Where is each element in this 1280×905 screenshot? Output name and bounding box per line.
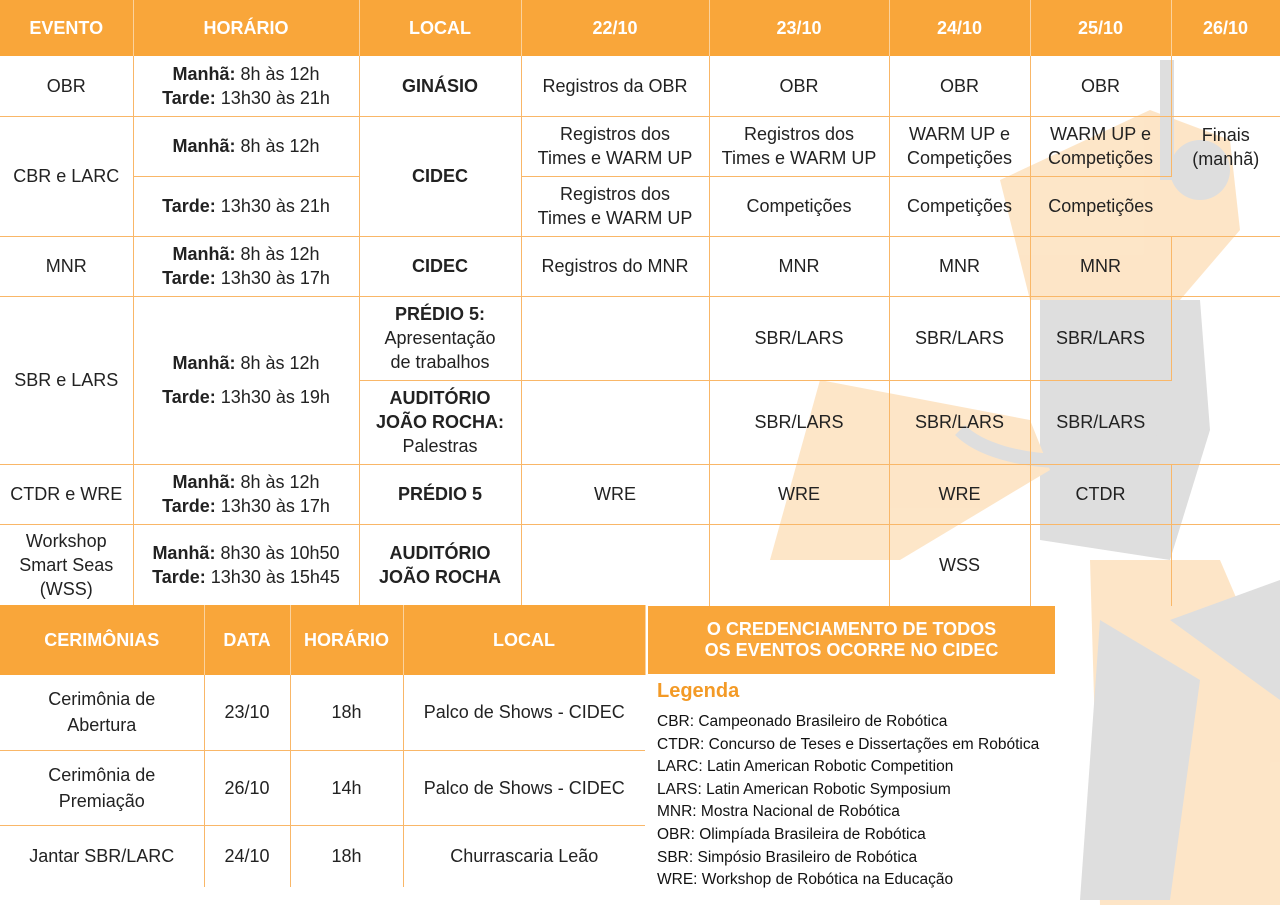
header-cerimonias: CERIMÔNIAS: [0, 605, 204, 675]
header-local: LOCAL: [359, 0, 521, 56]
cell-day-22: Registros dos Times e WARM UP: [521, 116, 709, 176]
cell-day-22: WRE: [521, 464, 709, 524]
header-day-22: 22/10: [521, 0, 709, 56]
ceremony-date: 23/10: [204, 675, 290, 750]
cell-day-26: Finais (manhã): [1171, 116, 1280, 236]
cell-day-23: SBR/LARS: [709, 380, 889, 464]
ceremony-time: 14h: [290, 750, 403, 825]
list-item: OBR: Olimpíada Brasileira de Robótica: [657, 825, 926, 843]
event-location: CIDEC: [359, 236, 521, 296]
ceremony-name: Jantar SBR/LARC: [0, 825, 204, 887]
table-row: [0, 825, 645, 887]
cell-day-25: CTDR: [1030, 464, 1171, 524]
event-schedule: Manhã: 8h às 12h Tarde: 13h30 às 19h: [133, 296, 359, 464]
ceremonies-header-row: [0, 605, 645, 675]
cell-day-23: Competições: [709, 176, 889, 236]
cell-day-23: WRE: [709, 464, 889, 524]
ceremony-date: 24/10: [204, 825, 290, 887]
cell-day-22: Registros dos Times e WARM UP: [521, 176, 709, 236]
cell-day-24: MNR: [889, 236, 1030, 296]
event-location-auditorio: AUDITÓRIO JOÃO ROCHA: Palestras: [359, 380, 521, 464]
cell-day-22: [521, 296, 709, 380]
credential-banner: [648, 606, 1055, 674]
table-row: [0, 750, 645, 825]
cell-day-24: SBR/LARS: [889, 380, 1030, 464]
event-name: MNR: [0, 236, 133, 296]
cell-day-25: Competições: [1030, 176, 1171, 236]
event-location-predio: PRÉDIO 5: Apresentação de trabalhos: [359, 296, 521, 380]
header-evento: EVENTO: [0, 0, 133, 56]
list-item: WRE: Workshop de Robótica na Educação: [657, 871, 954, 889]
cell-day-23: MNR: [709, 236, 889, 296]
cell-day-23: SBR/LARS: [709, 296, 889, 380]
ceremony-location: Palco de Shows - CIDEC: [403, 750, 645, 825]
list-item: LARS: Latin American Robotic Symposium: [657, 780, 951, 798]
cell-day-25: MNR: [1030, 236, 1171, 296]
cell-day-22: Registros da OBR: [521, 56, 709, 116]
cell-day-24: Competições: [889, 176, 1030, 236]
ceremony-time: 18h: [290, 675, 403, 750]
ceremony-location: Palco de Shows - CIDEC: [403, 675, 645, 750]
event-location: CIDEC: [359, 116, 521, 236]
cell-day-22: [521, 380, 709, 464]
cell-day-25: [1030, 524, 1171, 606]
header-horario: HORÁRIO: [133, 0, 359, 56]
event-name: CTDR e WRE: [0, 464, 133, 524]
event-name: Workshop Smart Seas (WSS): [0, 524, 133, 606]
event-location: GINÁSIO: [359, 56, 521, 116]
header-data: DATA: [204, 605, 290, 675]
cell-day-23: [709, 524, 889, 606]
event-location: PRÉDIO 5: [359, 464, 521, 524]
header-day-26: 26/10: [1171, 0, 1280, 56]
cell-day-25: OBR: [1030, 56, 1171, 116]
cell-day-23: Registros dos Times e WARM UP: [709, 116, 889, 176]
event-schedule-afternoon: Tarde: 13h30 às 21h: [133, 176, 359, 236]
ceremonies-table: [0, 605, 646, 887]
ceremony-name: Cerimônia de Abertura: [0, 675, 204, 750]
table-row-wss: [0, 524, 1280, 606]
event-name: OBR: [0, 56, 133, 116]
cell-day-24: WARM UP e Competições: [889, 116, 1030, 176]
ceremony-time: 18h: [290, 825, 403, 887]
header-day-25: 25/10: [1030, 0, 1171, 56]
header-local: LOCAL: [403, 605, 645, 675]
ceremony-location: Churrascaria Leão: [450, 846, 599, 867]
event-location: AUDITÓRIO JOÃO ROCHA: [359, 524, 521, 606]
list-item: MNR: Mostra Nacional de Robótica: [657, 803, 900, 821]
credential-highlight: CIDEC: [942, 640, 999, 660]
event-schedule: Manhã: 8h às 12h Tarde: 13h30 às 17h: [133, 464, 359, 524]
cell-day-26: [1171, 56, 1280, 116]
cell-day-25: SBR/LARS: [1030, 380, 1171, 464]
table-row-cbr-afternoon: [0, 176, 1280, 236]
cell-day-24: WSS: [889, 524, 1030, 606]
table-row-obr: [0, 56, 1280, 116]
table-row-ctdr: [0, 464, 1280, 524]
cell-day-25: SBR/LARS: [1030, 296, 1171, 380]
header-day-23: 23/10: [709, 0, 889, 56]
event-schedule: Manhã: 8h às 12h Tarde: 13h30 às 21h: [133, 56, 359, 116]
cell-day-24: SBR/LARS: [889, 296, 1030, 380]
list-item: LARC: Latin American Robotic Competition: [657, 758, 954, 776]
cell-day-26: [1171, 236, 1280, 296]
cell-day-25: WARM UP e Competições: [1030, 116, 1171, 176]
event-schedule: Manhã: 8h30 às 10h50 Tarde: 13h30 às 15h45: [133, 524, 359, 606]
legend-list: [657, 711, 1077, 892]
cell-day-22: Registros do MNR: [521, 236, 709, 296]
event-name: CBR e LARC: [0, 116, 133, 236]
event-name: SBR e LARS: [0, 296, 133, 464]
event-schedule-morning: Manhã: 8h às 12h: [133, 116, 359, 176]
schedule-header-row: [0, 0, 1280, 56]
cell-day-23: OBR: [709, 56, 889, 116]
table-row-mnr: [0, 236, 1280, 296]
cell-day-24: OBR: [889, 56, 1030, 116]
ceremony-name: Cerimônia de Premiação: [0, 750, 204, 825]
cell-day-26: [1171, 296, 1280, 464]
table-row-cbr-morning: [0, 116, 1280, 176]
table-row: [0, 675, 645, 750]
ceremony-date: 26/10: [204, 750, 290, 825]
event-schedule: Manhã: 8h às 12h Tarde: 13h30 às 17h: [133, 236, 359, 296]
cell-day-26: [1171, 524, 1280, 606]
legend-title: Legenda: [657, 680, 740, 702]
credential-line-2: OS EVENTOS OCORRE NO CIDEC: [704, 640, 999, 660]
credential-line-1: O CREDENCIAMENTO DE TODOS: [706, 619, 997, 639]
cell-day-22: [521, 524, 709, 606]
list-item: CTDR: Concurso de Teses e Dissertações em Robótica: [657, 735, 1040, 753]
list-item: SBR: Simpósio Brasileiro de Robótica: [657, 848, 918, 866]
table-row-sbr-presentations: [0, 296, 1280, 380]
list-item: CBR: Campeonado Brasileiro de Robótica: [657, 713, 948, 730]
legend: [657, 680, 1077, 892]
cell-day-26: [1171, 464, 1280, 524]
header-day-24: 24/10: [889, 0, 1030, 56]
header-horario: HORÁRIO: [290, 605, 403, 675]
cell-day-24: WRE: [889, 464, 1030, 524]
